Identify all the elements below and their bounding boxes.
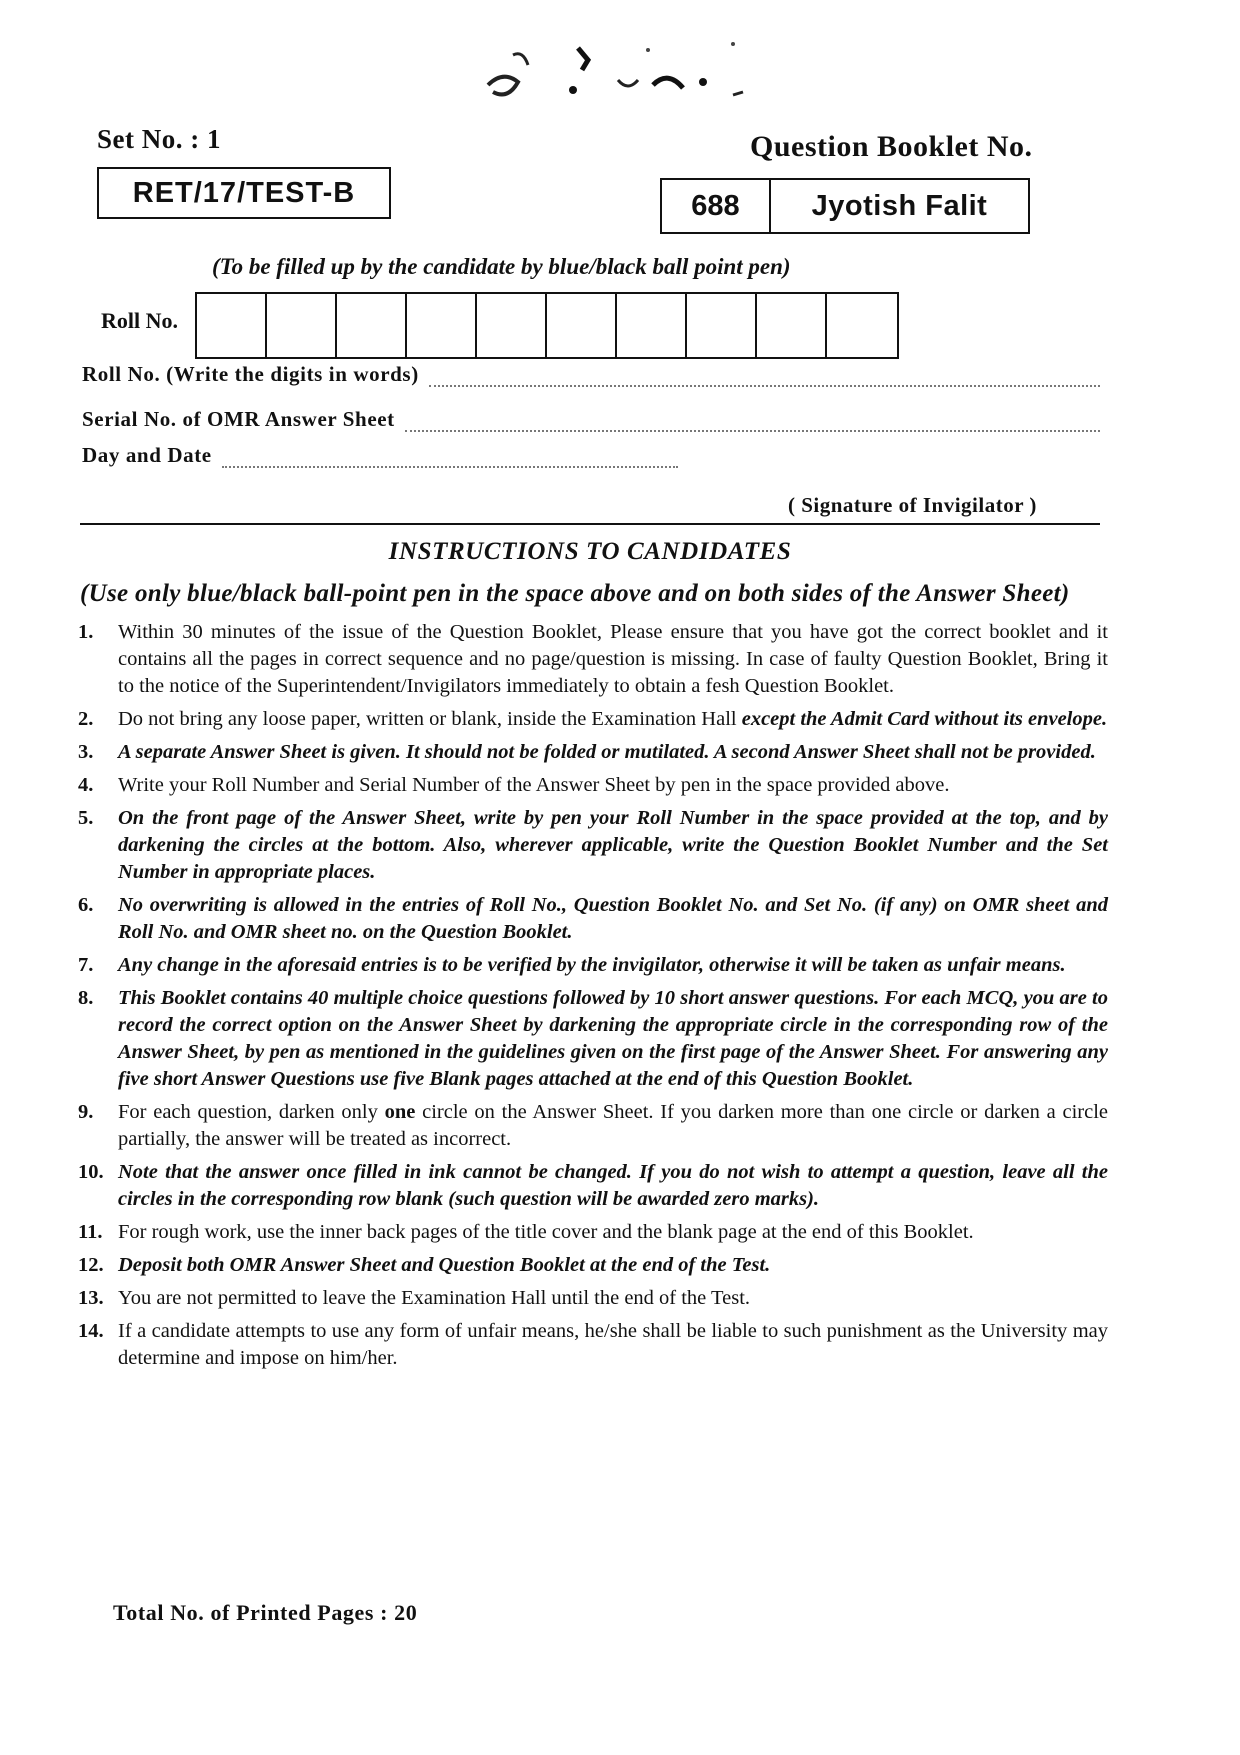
roll-digit-box[interactable] [477, 294, 547, 357]
roll-words-label: Roll No. (Write the digits in words) [82, 362, 419, 386]
roll-digit-box[interactable] [617, 294, 687, 357]
roll-digit-box[interactable] [407, 294, 477, 357]
roll-words-row [82, 362, 1100, 387]
total-printed-pages: Total No. of Printed Pages : 20 [113, 1600, 418, 1625]
instructions-list [78, 619, 1108, 1378]
instruction-item: 10. Note that the answer once filled in ink cannot be changed. If you do not wish to attempt a question, leave all the circles in the corresponding row blank (such question will be awarded zero marks). [78, 1161, 1108, 1210]
instruction-item: 3. A separate Answer Sheet is given. It should not be folded or mutilated. A second Answer Sheet shall not be provided. [78, 741, 1096, 763]
day-date-label: Day and Date [82, 443, 212, 467]
roll-digit-box[interactable] [687, 294, 757, 357]
omr-serial-label: Serial No. of OMR Answer Sheet [82, 407, 395, 431]
roll-digit-box[interactable] [197, 294, 267, 357]
roll-digit-box[interactable] [757, 294, 827, 357]
instruction-item: 2. Do not bring any loose paper, written or blank, inside the Examination Hall except the Admit Card without its envelope. [78, 708, 1108, 730]
day-date-line[interactable] [222, 448, 678, 468]
roll-digit-box[interactable] [547, 294, 617, 357]
instruction-item: 12. Deposit both OMR Answer Sheet and Question Booklet at the end of the Test. [78, 1254, 771, 1276]
test-code-box: RET/17/TEST-B [97, 167, 391, 219]
roll-number-grid [195, 292, 899, 359]
omr-serial-row [82, 407, 1100, 432]
roll-number-label: Roll No. [101, 308, 178, 333]
instruction-item: 14. If a candidate attempts to use any form of unfair means, he/she shall be liable to such punishment as the University may determine and impose on him/her. [78, 1320, 1108, 1369]
invigilator-signature: ( Signature of Invigilator ) [788, 493, 1037, 517]
instruction-item: 7. Any change in the aforesaid entries is to be verified by the invigilator, otherwise it will be taken as unfair means. [78, 954, 1066, 976]
day-date-row [82, 443, 678, 468]
handwritten-scribble [478, 30, 778, 100]
omr-serial-line[interactable] [405, 412, 1100, 432]
instruction-item: 1. Within 30 minutes of the issue of the Question Booklet, Please ensure that you have got the correct booklet and it contains all the pages in correct sequence and no page/question is missing. In case of faulty Question Booklet, Bring it to the notice of the Superintendent/Invigilators immediately to obtain a fesh Question Booklet. [78, 621, 1108, 697]
instruction-item: 4. Write your Roll Number and Serial Number of the Answer Sheet by pen in the space provided above. [78, 774, 950, 796]
fill-note: (To be filled up by the candidate by blue/black ball point pen) [212, 254, 791, 279]
instructions-title: INSTRUCTIONS TO CANDIDATES [388, 538, 792, 565]
instruction-item: 8. This Booklet contains 40 multiple choice questions followed by 10 short answer questions. For each MCQ, you are to record the correct option on the Answer Sheet by darkening the appropriate circle in the corresponding row of the Answer Sheet, by pen as mentioned in the guidelines given on the first page of the Answer Sheet. For answering any five short Answer Questions use five Blank pages attached at the end of this Question Booklet. [78, 987, 1108, 1090]
question-booklet-label: Question Booklet No. [750, 130, 1033, 163]
instruction-item: 6. No overwriting is allowed in the entries of Roll No., Question Booklet No. and Set No. (if any) on OMR sheet and Roll No. and OMR sheet no. on the Question Booklet. [78, 894, 1108, 943]
instruction-item: 9. For each question, darken only one circle on the Answer Sheet. If you darken more than one circle or darken a circle partially, the answer will be treated as incorrect. [78, 1101, 1109, 1150]
roll-words-line[interactable] [429, 367, 1100, 387]
instruction-item: 13. You are not permitted to leave the Examination Hall until the end of the Test. [78, 1287, 751, 1309]
booklet-number: 688 [662, 180, 771, 232]
booklet-number-box [660, 178, 1030, 234]
instruction-item: 5. On the front page of the Answer Sheet, write by pen your Roll Number in the space provided at the top, and by darkening the circles at the bottom. Also, wherever applicable, write the Question Booklet Number and the Set Number in appropriate places. [78, 807, 1108, 883]
roll-digit-box[interactable] [827, 294, 897, 357]
roll-digit-box[interactable] [267, 294, 337, 357]
roll-digit-box[interactable] [337, 294, 407, 357]
subject-name: Jyotish Falit [811, 189, 988, 222]
instruction-item: 11. For rough work, use the inner back pages of the title cover and the blank page at the end of this Booklet. [78, 1221, 974, 1243]
set-number: Set No. : 1 [97, 124, 221, 154]
instructions-subtitle: (Use only blue/black ball-point pen in the space above and on both sides of the Answer Sheet) [80, 580, 1070, 607]
divider [80, 523, 1100, 525]
